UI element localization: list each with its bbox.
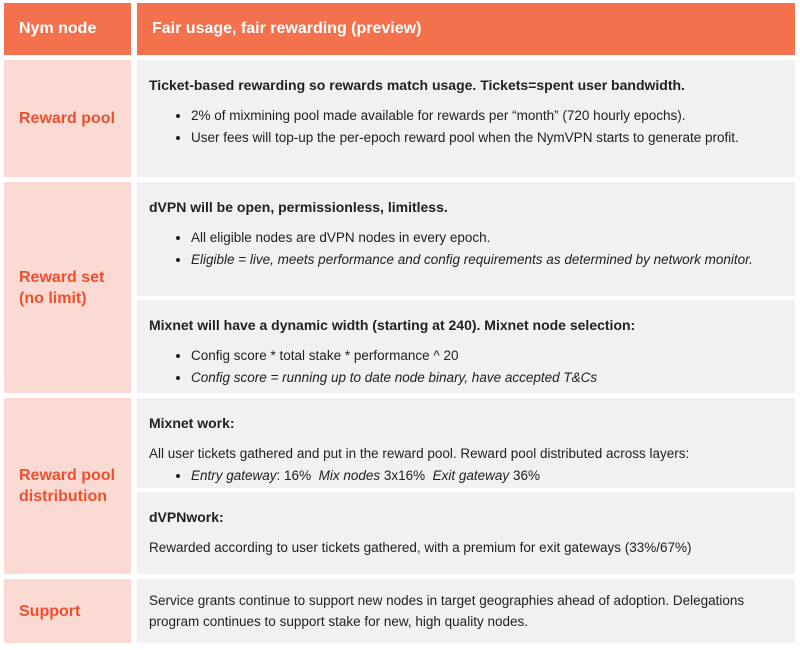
- row-label-reward-set: [4, 182, 131, 393]
- segment-entry-pct: : 16%: [276, 468, 319, 483]
- bullet-config-formula: • Config score * total stake * performance ^ 20: [191, 345, 787, 367]
- row-label-reward-pool: [4, 60, 131, 177]
- bullet-mixmining: • 2% of mixmining pool made available for rewards per “month” (720 hourly epochs).: [191, 105, 787, 127]
- bullet-user-fees: • User fees will top-up the per-epoch reward pool when the NymVPN starts to generate profit.: [191, 127, 787, 149]
- cell-dvpn-work: [137, 492, 795, 574]
- para-tickets-gathered: All user tickets gathered and put in the reward pool. Reward pool distributed across layers:: [149, 446, 690, 461]
- header-label-fair-usage: Fair usage, fair rewarding (preview): [152, 20, 422, 37]
- cell-mixnet-width: [137, 300, 795, 393]
- row-label-text: Support: [19, 602, 81, 620]
- row-label-text: Reward set (no limit): [19, 268, 105, 307]
- bullet-layer-split: [191, 465, 787, 487]
- para-dvpn-rewarded: Rewarded according to user tickets gathered, with a premium for exit gateways (33%/67%): [149, 540, 692, 555]
- cell-group-distribution: [137, 398, 795, 574]
- cell-mixnet-work: [137, 398, 795, 488]
- rewards-table: [4, 3, 795, 643]
- segment-mix-pct: 3x16%: [380, 468, 433, 483]
- header-cell-nym-node: [4, 3, 131, 55]
- segment-entry-gateway: Entry gateway: [191, 468, 277, 483]
- segment-exit-gateway: Exit gateway: [432, 468, 510, 483]
- header-cell-fair-usage: [137, 3, 795, 55]
- row-label-text: Reward pool: [19, 110, 116, 127]
- para-support: Service grants continue to support new nodes in target geographies ahead of adoption. Delegations program continues to support stake for new, high quality nodes.: [149, 593, 745, 629]
- bullet-eligible-definition: • Eligible = live, meets performance and config requirements as determined by network monitor.: [191, 249, 787, 271]
- cell-support: [137, 579, 795, 643]
- lead-mixnet-width: Mixnet will have a dynamic width (starting at 240). Mixnet node selection:: [149, 317, 636, 333]
- segment-exit-pct: 36%: [509, 468, 540, 483]
- bullet-config-definition: • Config score = running up to date node binary, have accepted T&Cs: [191, 367, 787, 389]
- bullet-list-layers: [149, 465, 787, 487]
- cell-reward-pool: [137, 60, 795, 177]
- cell-group-reward-set: [137, 182, 795, 393]
- bullet-list-reward-pool: [149, 105, 787, 149]
- lead-dvpn-open: dVPN will be open, permissionless, limitless.: [149, 199, 448, 215]
- segment-mix-nodes: Mix nodes: [318, 468, 381, 483]
- row-label-support: [4, 579, 131, 643]
- header-label-nym-node: Nym node: [19, 20, 97, 37]
- bullet-list-dvpn: [149, 227, 787, 271]
- bullet-list-mixnet-selection: [149, 345, 787, 389]
- lead-dvpn-work: dVPNwork:: [149, 509, 224, 525]
- row-label-text: Reward pool distribution: [19, 467, 116, 505]
- row-label-reward-pool-distribution: [4, 398, 131, 574]
- cell-dvpn-open: [137, 182, 795, 296]
- lead-ticket-based: Ticket-based rewarding so rewards match usage. Tickets=spent user bandwidth.: [149, 77, 685, 93]
- bullet-eligible-nodes: • All eligible nodes are dVPN nodes in every epoch.: [191, 227, 787, 249]
- lead-mixnet-work: Mixnet work:: [149, 415, 235, 431]
